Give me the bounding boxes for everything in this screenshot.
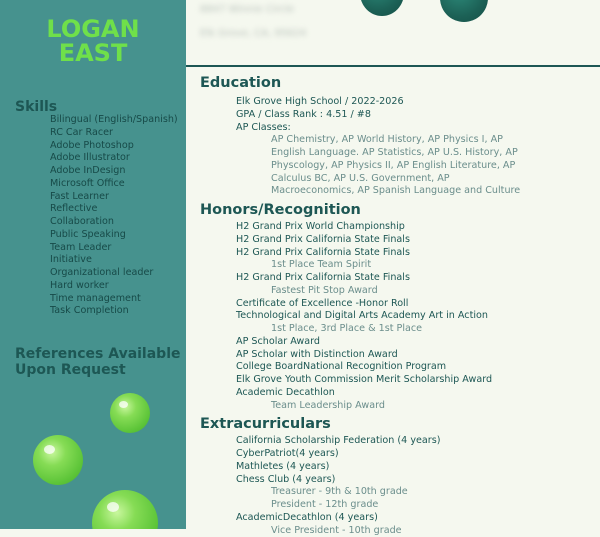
list-sub-item: Fastest Pit Stop Award xyxy=(271,285,600,298)
skill-item: Adobe Illustrator xyxy=(50,152,178,165)
list-sub-item: Treasurer - 9th & 10th grade xyxy=(271,486,600,499)
education-school: Elk Grove High School / 2022-2026 xyxy=(236,96,600,109)
main-content xyxy=(200,75,600,537)
header-divider xyxy=(186,65,600,67)
green-bubble-decoration xyxy=(33,435,83,485)
list-item: Technological and Digital Arts Academy Art in Action xyxy=(236,310,600,323)
green-bubble-decoration xyxy=(110,393,150,433)
list-item: CyberPatriot(4 years) xyxy=(236,448,600,461)
list-item: H2 Grand Prix California State Finals xyxy=(236,234,600,247)
skill-item: Reflective xyxy=(50,203,178,216)
list-item: Chess Club (4 years) xyxy=(236,474,600,487)
list-item: College BoardNational Recognition Program xyxy=(236,361,600,374)
skill-item: Initiative xyxy=(50,254,178,267)
green-bubble-decoration xyxy=(92,490,158,529)
skills-heading: Skills xyxy=(15,99,57,115)
skills-list xyxy=(50,114,178,318)
list-item: Academic Decathlon xyxy=(236,387,600,400)
list-item: Elk Grove Youth Commission Merit Scholarship Award xyxy=(236,374,600,387)
honors-heading: Honors/Recognition xyxy=(200,202,600,219)
address-line-2: Elk Grove, CA, 95624 xyxy=(200,28,306,39)
education-heading: Education xyxy=(200,75,600,92)
list-item: AcademicDecathlon (4 years) xyxy=(236,512,600,525)
list-sub-item: President - 12th grade xyxy=(271,499,600,512)
skill-item: Organizational leader xyxy=(50,267,178,280)
list-item: H2 Grand Prix California State Finals xyxy=(236,272,600,285)
name-last: EAST xyxy=(0,42,186,64)
list-item: AP Scholar Award xyxy=(236,336,600,349)
sidebar xyxy=(0,0,186,529)
references-line-1: References Available xyxy=(15,346,181,362)
skill-item: Adobe InDesign xyxy=(50,165,178,178)
address-line-1: 8847 Winnie Circle xyxy=(200,4,294,15)
dark-bubble-decoration xyxy=(360,0,404,16)
skill-item: Adobe Photoshop xyxy=(50,140,178,153)
list-sub-item: 1st Place, 3rd Place & 1st Place xyxy=(271,323,600,336)
list-item: Certificate of Excellence -Honor Roll xyxy=(236,298,600,311)
skill-item: Collaboration xyxy=(50,216,178,229)
skill-item: Team Leader xyxy=(50,242,178,255)
name-first: LOGAN xyxy=(0,18,186,40)
skill-item: RC Car Racer xyxy=(50,127,178,140)
ap-classes-list: AP Chemistry, AP World History, AP Physics I, AP English Language. AP Statistics, AP U.S. History, AP Physcology, AP Physics II, AP English Literature, AP Calculus BC, AP U.S. Government, AP Macroeconomics, AP Spanish Language and Culture xyxy=(271,134,531,198)
list-sub-item: Vice President - 10th grade xyxy=(271,525,600,537)
list-item: California Scholarship Federation (4 years) xyxy=(236,435,600,448)
skill-item: Fast Learner xyxy=(50,191,178,204)
skill-item: Hard worker xyxy=(50,280,178,293)
extracurriculars-list xyxy=(200,435,600,537)
dark-bubble-decoration xyxy=(440,0,488,22)
honors-list xyxy=(200,221,600,412)
list-item: AP Scholar with Distinction Award xyxy=(236,349,600,362)
ap-classes-label: AP Classes: xyxy=(236,122,600,135)
references-line-2: Upon Request xyxy=(15,362,126,378)
education-gpa: GPA / Class Rank : 4.51 / #8 xyxy=(236,109,600,122)
skill-item: Time management xyxy=(50,293,178,306)
list-item: Mathletes (4 years) xyxy=(236,461,600,474)
skill-item: Bilingual (English/Spanish) xyxy=(50,114,178,127)
skill-item: Microsoft Office xyxy=(50,178,178,191)
skill-item: Public Speaking xyxy=(50,229,178,242)
extracurriculars-heading: Extracurriculars xyxy=(200,416,600,433)
list-sub-item: 1st Place Team Spirit xyxy=(271,259,600,272)
list-item: H2 Grand Prix World Championship xyxy=(236,221,600,234)
list-sub-item: Team Leadership Award xyxy=(271,400,600,413)
skill-item: Task Completion xyxy=(50,305,178,318)
list-item: H2 Grand Prix California State Finals xyxy=(236,247,600,260)
